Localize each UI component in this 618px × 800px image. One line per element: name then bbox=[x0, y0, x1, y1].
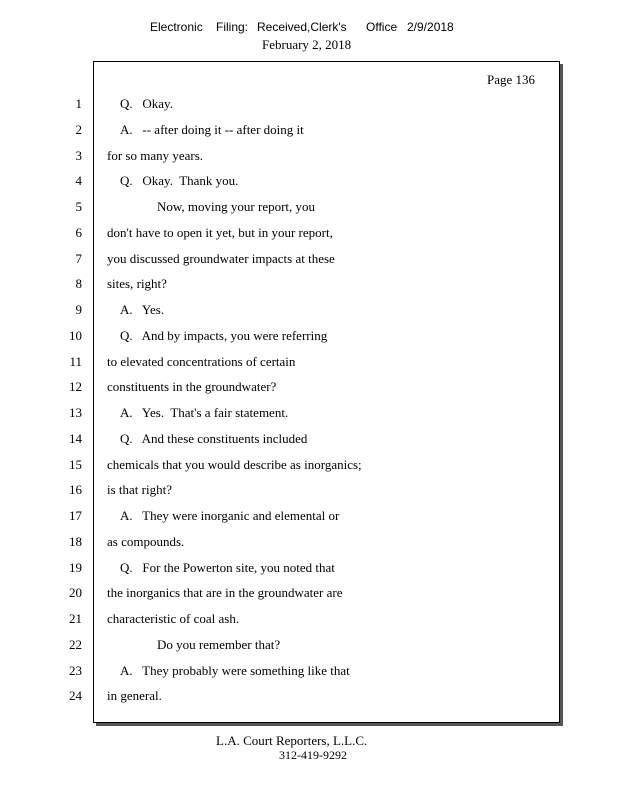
line-text: the inorganics that are in the groundwater are bbox=[107, 585, 343, 600]
line-number: 1 bbox=[75, 96, 82, 111]
line-number: 13 bbox=[69, 405, 82, 420]
footer-phone: 312-419-9292 bbox=[279, 748, 347, 762]
line-number: 17 bbox=[69, 508, 82, 523]
line-number: 9 bbox=[75, 302, 82, 317]
stamp-filing: Filing: bbox=[216, 20, 249, 34]
line-text: chemicals that you would describe as inorganics; bbox=[107, 457, 362, 472]
line-number: 4 bbox=[75, 173, 82, 188]
line-text: Now, moving your report, you bbox=[157, 199, 316, 214]
line-number: 24 bbox=[69, 688, 82, 703]
line-text: sites, right? bbox=[107, 276, 167, 291]
line-text: A. Yes. bbox=[120, 302, 165, 317]
line-number: 11 bbox=[69, 354, 82, 369]
line-text: Q. And these constituents included bbox=[120, 431, 308, 446]
line-number: 20 bbox=[69, 585, 82, 600]
line-text: A. -- after doing it -- after doing it bbox=[120, 122, 304, 137]
line-text: Q. And by impacts, you were referring bbox=[120, 328, 328, 343]
line-text: in general. bbox=[107, 688, 162, 703]
line-text: characteristic of coal ash. bbox=[107, 611, 240, 626]
filed-date: February 2, 2018 bbox=[262, 37, 352, 52]
line-text: A. They probably were something like that bbox=[120, 663, 350, 678]
line-number: 2 bbox=[75, 122, 82, 137]
line-text: A. They were inorganic and elemental or bbox=[120, 508, 340, 523]
line-text: Q. For the Powerton site, you noted that bbox=[120, 560, 335, 575]
line-number: 22 bbox=[69, 637, 82, 652]
line-text: don't have to open it yet, but in your report, bbox=[107, 225, 333, 240]
line-number: 6 bbox=[75, 225, 82, 240]
stamp-date: 2/9/2018 bbox=[407, 20, 454, 34]
line-number: 7 bbox=[75, 251, 82, 266]
line-number: 21 bbox=[69, 611, 82, 626]
line-text: for so many years. bbox=[107, 148, 204, 163]
line-number: 14 bbox=[69, 431, 82, 446]
footer-company: L.A. Court Reporters, L.L.C. bbox=[216, 733, 368, 748]
line-number: 15 bbox=[69, 457, 82, 472]
line-text: Q. Okay. Thank you. bbox=[120, 173, 239, 188]
line-number: 8 bbox=[75, 276, 82, 291]
line-number: 19 bbox=[69, 560, 82, 575]
stamp-office: Office bbox=[366, 20, 398, 34]
line-number: 5 bbox=[75, 199, 82, 214]
line-text: constituents in the groundwater? bbox=[107, 379, 277, 394]
line-text: Q. Okay. bbox=[120, 96, 173, 111]
line-text: is that right? bbox=[107, 482, 172, 497]
line-number: 23 bbox=[69, 663, 82, 678]
line-text: Do you remember that? bbox=[157, 637, 281, 652]
line-text: A. Yes. That's a fair statement. bbox=[120, 405, 289, 420]
line-text: as compounds. bbox=[107, 534, 185, 549]
page-number: Page 136 bbox=[487, 72, 536, 87]
line-number: 10 bbox=[69, 328, 82, 343]
line-text: to elevated concentrations of certain bbox=[107, 354, 296, 369]
line-number: 18 bbox=[69, 534, 82, 549]
line-number: 12 bbox=[69, 379, 82, 394]
line-number: 3 bbox=[75, 148, 82, 163]
line-text: you discussed groundwater impacts at these bbox=[107, 251, 335, 266]
line-number: 16 bbox=[69, 482, 82, 497]
stamp-electronic: Electronic bbox=[150, 20, 203, 34]
stamp-received: Received,Clerk's bbox=[257, 20, 347, 34]
